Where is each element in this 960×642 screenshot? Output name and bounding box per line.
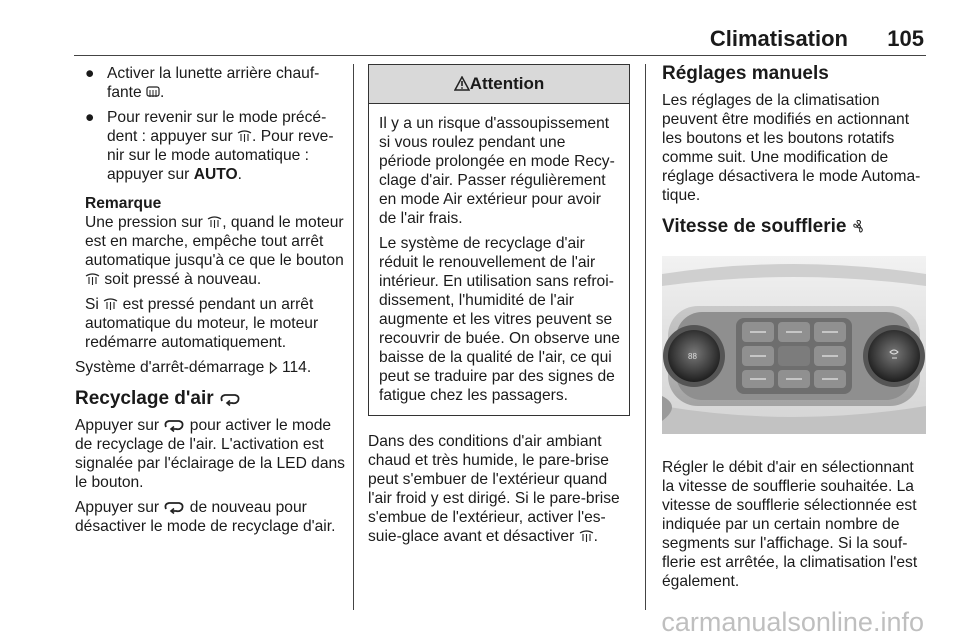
air-conditioning-icon — [103, 298, 118, 311]
note-paragraph: Une pression sur , quand le moteur est en marche, empêche tout arrêt automatique jusqu'à ce que le bouton soit pressé à nouveau. — [85, 214, 344, 288]
cross-reference: Système d'arrêt-démarrage 114. — [75, 359, 312, 376]
paragraph: Dans des conditions d'air ambiant chaud et très humide, le pare-brise peut s'embuer de l'extérieur quand l'air froid y est dirigé. Si le pare-brise s'embue de l'extérieur, activer l'es-suie-glace avant et désactiver . — [368, 433, 620, 545]
air-recirculation-icon — [219, 392, 241, 406]
warning-triangle-icon — [454, 76, 470, 91]
rear-window-heat-icon — [146, 86, 160, 99]
column-left — [75, 64, 345, 542]
bullet: ● — [85, 109, 95, 126]
section-title: Climatisation — [709, 26, 848, 51]
attention-box — [368, 64, 630, 416]
air-conditioning-icon — [579, 530, 594, 543]
column-divider-1 — [353, 64, 354, 610]
note-title: Remarque — [85, 195, 162, 212]
attention-body: Il y a un risque d'assoupissement si vous roulez pendant une période prolongée en mode Recy-clage d'air. Passer régulièrement en mode Air extérieur pour avoir de l'air frais. Le système de recyclage d'air réduit le renouvellement de l'air intérieur. En utilisation sans refroi-dissement, l'humidité de l'air augmente et les vitres peuvent se recouvrir de buée. On observe une baisse de la qualité de l'air, ce qui peut se traduire par des signes de fatigue chez les passagers. — [379, 115, 620, 404]
note-paragraph: Si est pressé pendant un arrêt automatique du moteur, le moteur redémarre automatiquement. — [85, 296, 319, 351]
section-heading: Réglages manuels — [662, 63, 829, 84]
paragraph: Régler le débit d'air en sélectionnant la vitesse de soufflerie souhaitée. La vitesse de soufflerie sélectionnée est indiquée par un certain nombre de segments sur l'affichage. Si la souf-flerie est arrêtée, la climatisation l'est également. — [662, 459, 918, 590]
section-heading: Vitesse de soufflerie — [662, 217, 926, 236]
bullet: ● — [85, 65, 95, 82]
column-divider-2 — [645, 64, 646, 610]
column-right — [662, 64, 926, 597]
air-conditioning-icon — [237, 130, 252, 143]
attention-header: Attention — [369, 65, 629, 104]
air-recirculation-icon — [163, 418, 185, 432]
paragraph: Les réglages de la climatisation peuvent être modifiés en actionnant les boutons et les boutons rotatifs comme suit. Une modification de réglage désactivera le mode Automa-tique. — [662, 92, 921, 204]
watermark: carmanualsonline.info — [661, 607, 924, 637]
air-recirculation-icon — [163, 500, 185, 514]
paragraph: Appuyer sur de nouveau pour désactiver le mode de recyclage d'air. — [75, 499, 336, 535]
fan-icon — [852, 219, 866, 234]
list-item: ● Activer la lunette arrière chauf-fante . — [85, 65, 320, 101]
page-header — [0, 26, 960, 56]
section-heading: Recyclage d'air — [75, 389, 345, 408]
list-item: ● Pour revenir sur le mode précé-dent : appuyer sur . Pour reve-nir sur le mode automatique : appuyer sur AUTO. — [85, 109, 334, 183]
reference-arrow-icon — [269, 362, 278, 374]
note-block — [75, 194, 345, 352]
knob-display-text: 88 — [688, 352, 697, 361]
climate-control-panel-photo — [662, 256, 926, 434]
page-number: 105 — [887, 26, 924, 51]
header-rule — [74, 55, 926, 56]
air-conditioning-icon — [85, 273, 100, 286]
column-middle — [368, 64, 630, 552]
paragraph: Appuyer sur pour activer le mode de recyclage de l'air. L'activation est signalée par l'éclairage de la LED dans le bouton. — [75, 417, 345, 491]
air-conditioning-icon — [207, 216, 222, 229]
